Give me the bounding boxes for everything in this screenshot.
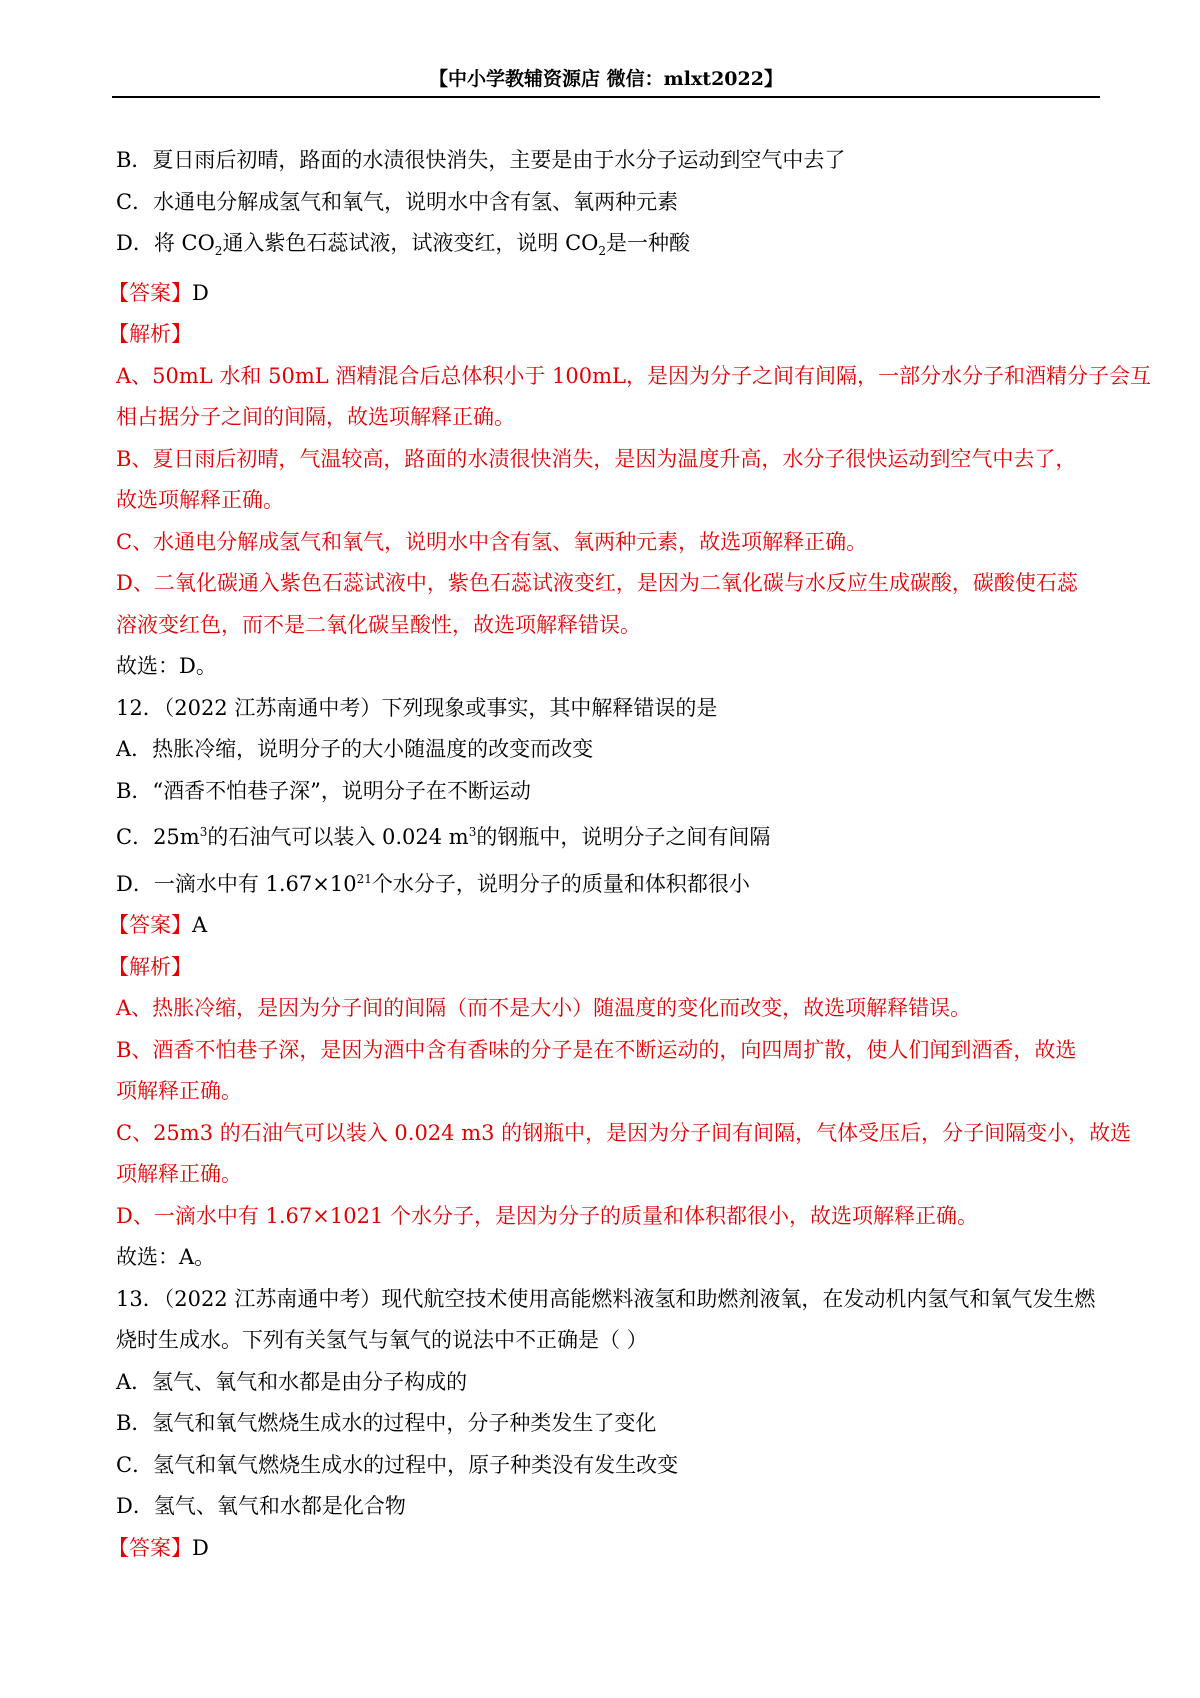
- q11-answer-tag: 【答案】: [108, 280, 192, 305]
- q12-analysis-line: 项解释正确。: [116, 1162, 242, 1187]
- q11-option-d-subscript-1: 2: [214, 244, 223, 259]
- q12-option-c-superscript-1: 3: [199, 825, 208, 840]
- q11-choice: 故选：D。: [116, 654, 217, 679]
- q13-option-a: A．氢气、氧气和水都是由分子构成的: [116, 1369, 468, 1394]
- q11-analysis-heading: [108, 314, 1096, 356]
- q11-analysis-line: A、50mL 水和 50mL 酒精混合后总体积小于 100mL，是因为分子之间有间隔，一部分水分子和酒精分子会互: [116, 363, 1151, 388]
- q11-option-d-text-1: D．将 CO: [116, 231, 215, 255]
- q12-analysis-line: B、酒香不怕巷子深，是因为酒中含有香味的分子是在不断运动的，向四周扩散，使人们闻到酒香，故选: [116, 1037, 1077, 1062]
- q12-analysis-line: D、一滴水中有 1.67×1021 个水分子，是因为分子的质量和体积都很小，故选项解释正确。: [116, 1203, 978, 1228]
- q11-analysis-line: B、夏日雨后初晴，气温较高，路面的水渍很快消失，是因为温度升高，水分子很快运动到空气中去了，: [116, 446, 1077, 471]
- q12-option-d-superscript: 21: [356, 871, 372, 886]
- q11-option-d-subscript-2: 2: [598, 244, 607, 259]
- q11-analysis-line: 相占据分子之间的间隔，故选项解释正确。: [116, 405, 515, 430]
- q12-option-c-superscript-2: 3: [468, 825, 477, 840]
- q12-analysis-tag: 【解析】: [108, 954, 192, 979]
- q13-answer: [108, 1528, 1096, 1570]
- q12-option-b: B．“酒香不怕巷子深”，说明分子在不断运动: [116, 778, 531, 803]
- q11-option-d-text-3: 是一种酸: [606, 231, 691, 255]
- q12-stem: 12．（2022 江苏南通中考）下列现象或事实，其中解释错误的是: [116, 695, 718, 720]
- q12-option-d: [116, 859, 1096, 906]
- q11-analysis-line: D、二氧化碳通入紫色石蕊试液中，紫色石蕊试液变红，是因为二氧化碳与水反应生成碳酸，碳酸使石蕊: [116, 571, 1078, 596]
- q12-analysis-line: C、25m3 的石油气可以装入 0.024 m3 的钢瓶中，是因为分子间有间隔，气体受压后，分子间隔变小，故选: [116, 1120, 1132, 1145]
- q11-answer: [108, 273, 1096, 315]
- q11-option-d: [116, 223, 1096, 273]
- q13-answer-value: D: [192, 1535, 209, 1560]
- q11-option-b: B．夏日雨后初晴，路面的水渍很快消失，主要是由于水分子运动到空气中去了: [116, 148, 846, 172]
- q13-answer-tag: 【答案】: [108, 1535, 192, 1560]
- q12-option-a: A．热胀冷缩，说明分子的大小随温度的改变而改变: [116, 737, 594, 762]
- q13-option-d: D．氢气、氧气和水都是化合物: [116, 1494, 406, 1519]
- q12-option-c: [116, 812, 1096, 859]
- q11-analysis-line: 溶液变红色，而不是二氧化碳呈酸性，故选项解释错误。: [116, 612, 641, 637]
- page-header: 【中小学教辅资源店 微信：mlxt2022】: [429, 68, 783, 90]
- q11-analysis-line: 故选项解释正确。: [116, 488, 284, 513]
- q12-option-c-text-3: 的钢瓶中，说明分子之间有间隔: [476, 825, 771, 850]
- q11-option-c: C．水通电分解成氢气和氧气，说明水中含有氢、氧两种元素: [116, 189, 679, 214]
- q12-answer-tag: 【答案】: [108, 913, 192, 938]
- q12-option-c-text-1: C．25m: [116, 825, 200, 850]
- q13-option-c: C．氢气和氧气燃烧生成水的过程中，原子种类没有发生改变: [116, 1452, 679, 1477]
- q12-analysis-line: A、热胀冷缩，是因为分子间的间隔（而不是大小）随温度的变化而改变，故选项解释错误。: [116, 996, 972, 1021]
- q11-analysis-line: C、水通电分解成氢气和氧气，说明水中含有氢、氧两种元素，故选项解释正确。: [116, 529, 868, 554]
- q12-option-c-text-2: 的石油气可以装入 0.024 m: [207, 825, 469, 850]
- header-divider: [112, 96, 1100, 98]
- q11-analysis-tag: 【解析】: [108, 322, 192, 347]
- page-content: [108, 140, 1151, 1569]
- q11-answer-value: D: [192, 280, 209, 305]
- q12-answer-value: A: [192, 913, 208, 938]
- q12-answer: [108, 905, 1096, 947]
- q12-choice: 故选：A。: [116, 1245, 216, 1270]
- q13-stem-line-2: 烧时生成水。下列有关氢气与氧气的说法中不正确是（ ）: [116, 1328, 648, 1353]
- q11-option-d-text-2: 通入紫色石蕊试液，试液变红，说明 CO: [222, 231, 599, 255]
- q13-option-b: B．氢气和氧气燃烧生成水的过程中，分子种类发生了变化: [116, 1411, 657, 1436]
- q13-stem-line-1: 13．（2022 江苏南通中考）现代航空技术使用高能燃料液氢和助燃剂液氧，在发动机内氢气和氧气发生燃: [116, 1286, 1096, 1311]
- q12-option-d-text-2: 个水分子，说明分子的质量和体积都很小: [371, 871, 750, 896]
- q12-analysis-heading: [108, 947, 1096, 989]
- q12-analysis-line: 项解释正确。: [116, 1079, 242, 1104]
- q12-option-d-text-1: D．一滴水中有 1.67×10: [116, 871, 357, 896]
